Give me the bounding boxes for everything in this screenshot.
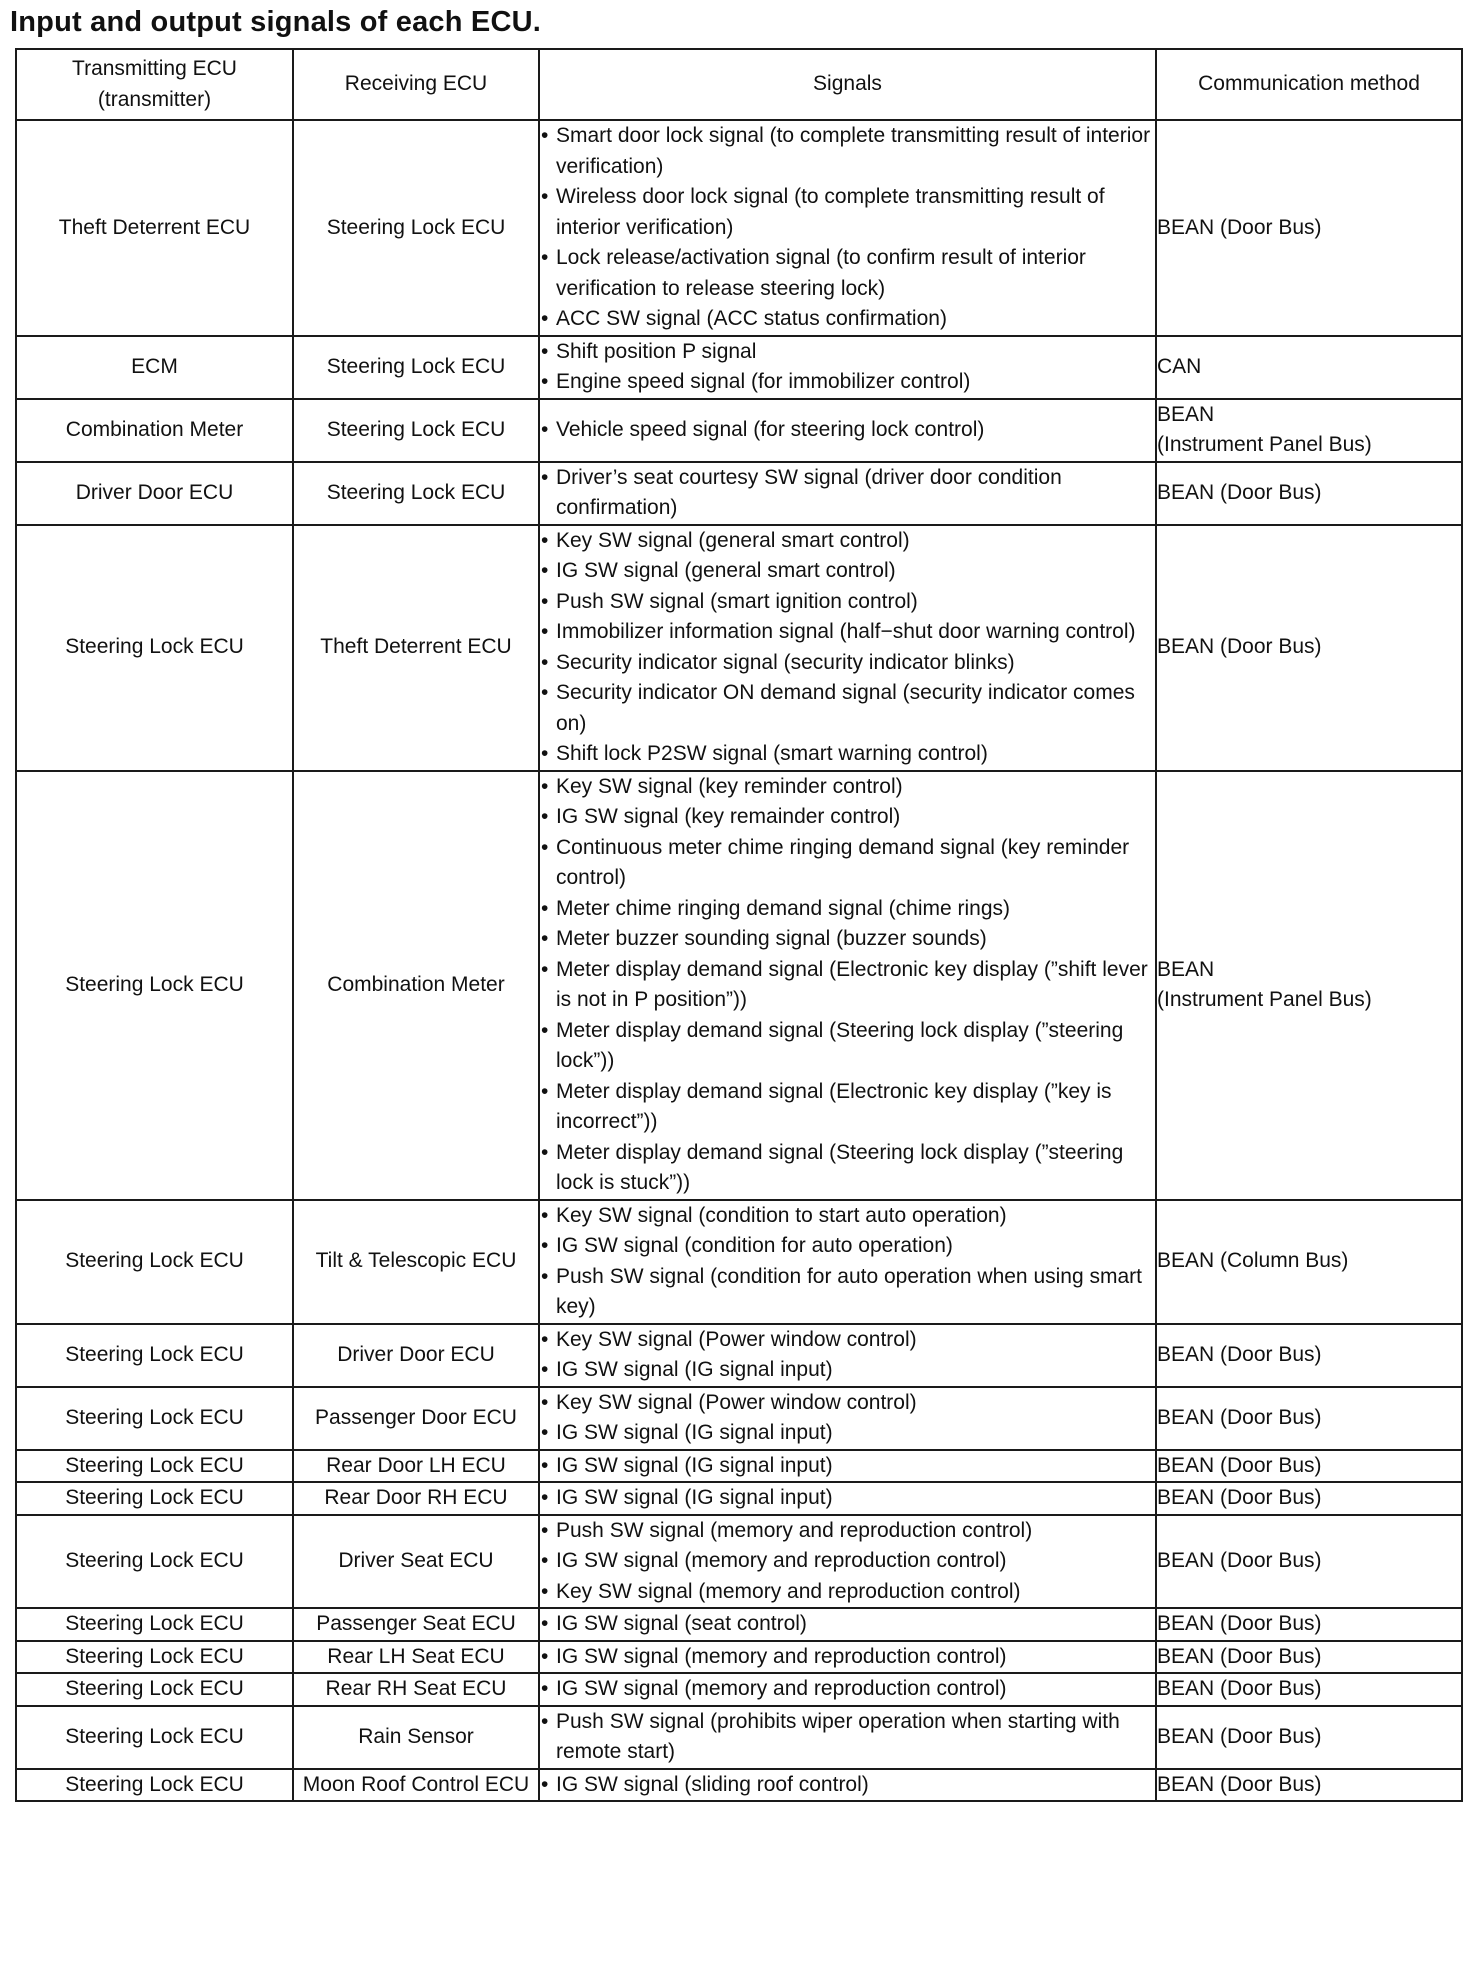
communication-method-text: BEAN (Column Bus)	[1157, 1249, 1349, 1273]
cell-receiving-ecu: Passenger Door ECU	[293, 1387, 539, 1450]
cell-signals	[539, 1324, 1156, 1387]
cell-transmitting-ecu: Steering Lock ECU	[16, 1706, 293, 1769]
signal-item: • IG SW signal (seat control)	[540, 1609, 1155, 1640]
communication-method-text: BEAN (Door Bus)	[1157, 1453, 1322, 1477]
signal-item: • Push SW signal (smart ignition control)	[540, 587, 1155, 618]
table-row	[16, 525, 1462, 771]
cell-communication-method	[1156, 1769, 1462, 1802]
cell-communication-method	[1156, 1324, 1462, 1387]
signal-item: • IG SW signal (general smart control)	[540, 556, 1155, 587]
cell-transmitting-ecu: Steering Lock ECU	[16, 1387, 293, 1450]
signal-item: • Key SW signal (key reminder control)	[540, 772, 1155, 803]
signal-item: • Push SW signal (memory and reproduction control)	[540, 1516, 1155, 1547]
cell-receiving-ecu: Combination Meter	[293, 771, 539, 1200]
communication-method-text: BEAN (Door Bus)	[1157, 635, 1322, 659]
signal-item: • IG SW signal (IG signal input)	[540, 1483, 1155, 1514]
cell-transmitting-ecu: Driver Door ECU	[16, 462, 293, 525]
cell-receiving-ecu: Steering Lock ECU	[293, 120, 539, 336]
cell-communication-method	[1156, 1450, 1462, 1483]
signal-item: • IG SW signal (key remainder control)	[540, 802, 1155, 833]
header-receiving-ecu: Receiving ECU	[293, 49, 539, 120]
cell-signals	[539, 771, 1156, 1200]
signal-item: • Immobilizer information signal (half−shut door warning control)	[540, 617, 1155, 648]
cell-transmitting-ecu: Combination Meter	[16, 399, 293, 462]
header-transmitting-ecu: Transmitting ECU (transmitter)	[16, 49, 293, 120]
cell-communication-method	[1156, 399, 1462, 462]
communication-method-text: BEAN (Door Bus)	[1157, 1486, 1322, 1509]
header-signals: Signals	[539, 49, 1156, 120]
cell-signals	[539, 1673, 1156, 1706]
cell-signals	[539, 120, 1156, 336]
signal-item: • Push SW signal (prohibits wiper operation when starting with remote start)	[540, 1707, 1155, 1768]
signal-item: • Key SW signal (general smart control)	[540, 526, 1155, 557]
communication-method-text: BEAN (Door Bus)	[1157, 1612, 1322, 1635]
cell-signals	[539, 1608, 1156, 1641]
cell-transmitting-ecu: Steering Lock ECU	[16, 1641, 293, 1674]
cell-communication-method	[1156, 1515, 1462, 1609]
cell-receiving-ecu: Theft Deterrent ECU	[293, 525, 539, 771]
cell-communication-method	[1156, 771, 1462, 1200]
signal-item: • Push SW signal (condition for auto operation when using smart key)	[540, 1262, 1155, 1323]
table-row	[16, 336, 1462, 399]
table-row	[16, 1641, 1462, 1674]
communication-method-text: CAN	[1157, 354, 1202, 378]
cell-signals	[539, 525, 1156, 771]
ecu-signal-table	[15, 48, 1463, 1802]
table-header	[16, 49, 1462, 120]
cell-communication-method	[1156, 1482, 1462, 1515]
header-row	[16, 49, 1462, 120]
communication-method-text: BEAN (Door Bus)	[1157, 1677, 1322, 1700]
signal-item: • Meter display demand signal (Steering lock display (”steering lock is stuck”))	[540, 1138, 1155, 1199]
table-row	[16, 1769, 1462, 1802]
signal-item: • IG SW signal (IG signal input)	[540, 1355, 1155, 1386]
communication-method-text: BEAN (Instrument Panel Bus)	[1157, 957, 1372, 1011]
cell-transmitting-ecu: ECM	[16, 336, 293, 399]
cell-receiving-ecu: Steering Lock ECU	[293, 462, 539, 525]
signal-item: • Meter display demand signal (Steering lock display (”steering lock”))	[540, 1016, 1155, 1077]
cell-communication-method	[1156, 1608, 1462, 1641]
table-row	[16, 1450, 1462, 1483]
communication-method-text: BEAN (Door Bus)	[1157, 215, 1322, 239]
cell-receiving-ecu: Driver Door ECU	[293, 1324, 539, 1387]
cell-signals	[539, 1200, 1156, 1324]
signal-item: • Continuous meter chime ringing demand signal (key reminder control)	[540, 833, 1155, 894]
cell-transmitting-ecu: Steering Lock ECU	[16, 1200, 293, 1324]
communication-method-text: BEAN (Door Bus)	[1157, 1405, 1322, 1429]
cell-transmitting-ecu: Steering Lock ECU	[16, 1482, 293, 1515]
cell-communication-method	[1156, 1706, 1462, 1769]
cell-communication-method	[1156, 462, 1462, 525]
cell-signals	[539, 1515, 1156, 1609]
cell-communication-method	[1156, 525, 1462, 771]
signal-item: • Smart door lock signal (to complete transmitting result of interior verification)	[540, 121, 1155, 182]
communication-method-text: BEAN (Instrument Panel Bus)	[1157, 402, 1372, 456]
cell-receiving-ecu: Rear Door RH ECU	[293, 1482, 539, 1515]
cell-communication-method	[1156, 1200, 1462, 1324]
signal-item: • Key SW signal (memory and reproduction control)	[540, 1577, 1155, 1608]
cell-transmitting-ecu: Steering Lock ECU	[16, 1769, 293, 1802]
communication-method-text: BEAN (Door Bus)	[1157, 1644, 1322, 1668]
cell-transmitting-ecu: Steering Lock ECU	[16, 525, 293, 771]
table-row	[16, 1324, 1462, 1387]
signal-item: • IG SW signal (memory and reproduction control)	[540, 1642, 1155, 1673]
communication-method-text: BEAN (Door Bus)	[1157, 480, 1322, 504]
cell-transmitting-ecu: Steering Lock ECU	[16, 1673, 293, 1706]
signal-item: • Shift lock P2SW signal (smart warning control)	[540, 739, 1155, 770]
cell-receiving-ecu: Rear Door LH ECU	[293, 1450, 539, 1483]
communication-method-text: BEAN (Door Bus)	[1157, 1342, 1322, 1366]
signal-item: • IG SW signal (IG signal input)	[540, 1451, 1155, 1482]
header-communication-method: Communication method	[1156, 49, 1462, 120]
signal-item: • Security indicator signal (security indicator blinks)	[540, 648, 1155, 679]
cell-transmitting-ecu: Steering Lock ECU	[16, 1450, 293, 1483]
cell-receiving-ecu: Tilt & Telescopic ECU	[293, 1200, 539, 1324]
table-row	[16, 1387, 1462, 1450]
cell-signals	[539, 336, 1156, 399]
signal-item: • IG SW signal (memory and reproduction control)	[540, 1546, 1155, 1577]
signal-item: • Meter display demand signal (Electronic key display (”shift lever is not in P position”))	[540, 955, 1155, 1016]
communication-method-text: BEAN (Door Bus)	[1157, 1549, 1322, 1572]
cell-transmitting-ecu: Steering Lock ECU	[16, 1515, 293, 1609]
signal-item: • Key SW signal (Power window control)	[540, 1325, 1155, 1356]
cell-communication-method	[1156, 120, 1462, 336]
signal-item: • Meter buzzer sounding signal (buzzer sounds)	[540, 924, 1155, 955]
table-row	[16, 1482, 1462, 1515]
table-row	[16, 462, 1462, 525]
cell-communication-method	[1156, 1641, 1462, 1674]
signal-item: • Wireless door lock signal (to complete transmitting result of interior verification)	[540, 182, 1155, 243]
signal-item: • Driver’s seat courtesy SW signal (driver door condition confirmation)	[540, 463, 1155, 524]
table-row	[16, 771, 1462, 1200]
signal-item: • Engine speed signal (for immobilizer control)	[540, 367, 1155, 398]
signal-item: • IG SW signal (IG signal input)	[540, 1418, 1155, 1449]
signal-item: • Security indicator ON demand signal (security indicator comes on)	[540, 678, 1155, 739]
cell-transmitting-ecu: Theft Deterrent ECU	[16, 120, 293, 336]
cell-receiving-ecu: Driver Seat ECU	[293, 1515, 539, 1609]
cell-receiving-ecu: Rain Sensor	[293, 1706, 539, 1769]
cell-signals	[539, 1769, 1156, 1802]
cell-signals	[539, 1482, 1156, 1515]
cell-signals	[539, 1450, 1156, 1483]
cell-communication-method	[1156, 1387, 1462, 1450]
signal-item: • IG SW signal (condition for auto operation)	[540, 1231, 1155, 1262]
communication-method-text: BEAN (Door Bus)	[1157, 1772, 1322, 1796]
table-row	[16, 1515, 1462, 1609]
signal-item: • Key SW signal (condition to start auto operation)	[540, 1201, 1155, 1232]
table-row	[16, 399, 1462, 462]
table-body	[16, 120, 1462, 1801]
signal-item: • Meter display demand signal (Electronic key display (”key is incorrect”))	[540, 1077, 1155, 1138]
cell-signals	[539, 1641, 1156, 1674]
signal-item: • Vehicle speed signal (for steering lock control)	[540, 415, 1155, 446]
signal-item: • Lock release/activation signal (to confirm result of interior verification to release steering lock)	[540, 243, 1155, 304]
signal-item: • Meter chime ringing demand signal (chime rings)	[540, 894, 1155, 925]
table-row	[16, 1608, 1462, 1641]
cell-communication-method	[1156, 1673, 1462, 1706]
cell-communication-method	[1156, 336, 1462, 399]
table-row	[16, 1200, 1462, 1324]
table-row	[16, 120, 1462, 336]
cell-receiving-ecu: Rear RH Seat ECU	[293, 1673, 539, 1706]
signal-item: • ACC SW signal (ACC status confirmation)	[540, 304, 1155, 335]
table-row	[16, 1706, 1462, 1769]
document-title: Input and output signals of each ECU.	[10, 6, 542, 38]
cell-receiving-ecu: Rear LH Seat ECU	[293, 1641, 539, 1674]
signal-item: • IG SW signal (memory and reproduction control)	[540, 1674, 1155, 1705]
cell-receiving-ecu: Steering Lock ECU	[293, 336, 539, 399]
communication-method-text: BEAN (Door Bus)	[1157, 1724, 1322, 1748]
table-row	[16, 1673, 1462, 1706]
cell-transmitting-ecu: Steering Lock ECU	[16, 1608, 293, 1641]
cell-signals	[539, 1706, 1156, 1769]
cell-transmitting-ecu: Steering Lock ECU	[16, 771, 293, 1200]
signal-item: • Shift position P signal	[540, 337, 1155, 368]
cell-receiving-ecu: Steering Lock ECU	[293, 399, 539, 462]
signal-item: • IG SW signal (sliding roof control)	[540, 1770, 1155, 1801]
cell-transmitting-ecu: Steering Lock ECU	[16, 1324, 293, 1387]
cell-signals	[539, 462, 1156, 525]
cell-signals	[539, 399, 1156, 462]
signal-item: • Key SW signal (Power window control)	[540, 1388, 1155, 1419]
cell-receiving-ecu: Passenger Seat ECU	[293, 1608, 539, 1641]
cell-signals	[539, 1387, 1156, 1450]
cell-receiving-ecu: Moon Roof Control ECU	[293, 1769, 539, 1802]
